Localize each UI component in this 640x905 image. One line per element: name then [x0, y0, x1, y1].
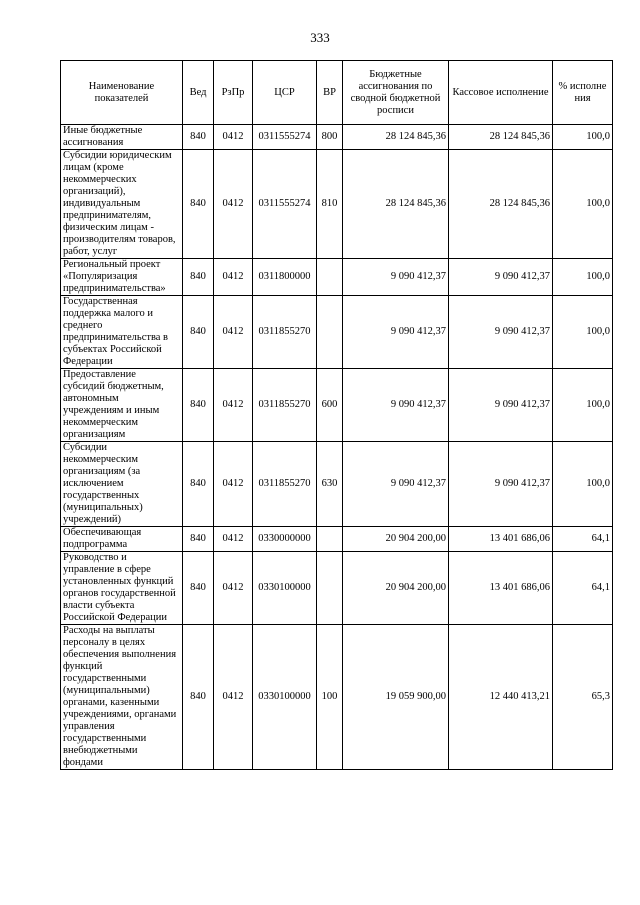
header-cash: Кассовое исполнение — [449, 61, 553, 125]
row-percent: 100,0 — [553, 296, 613, 369]
row-ved: 840 — [183, 259, 214, 296]
row-budget: 9 090 412,37 — [343, 259, 449, 296]
row-percent: 100,0 — [553, 150, 613, 259]
row-ved: 840 — [183, 625, 214, 770]
row-budget: 28 124 845,36 — [343, 125, 449, 150]
row-name: Субсидии некоммерческим организациям (за исключением государственных (муниципальных) учреждений) — [61, 442, 183, 527]
header-budget: Бюджетные ассигнования по сводной бюджетной росписи — [343, 61, 449, 125]
row-ved: 840 — [183, 442, 214, 527]
row-rzpr: 0412 — [214, 552, 253, 625]
row-budget: 28 124 845,36 — [343, 150, 449, 259]
row-percent: 100,0 — [553, 259, 613, 296]
row-csr: 0311855270 — [253, 369, 317, 442]
header-csr: ЦСР — [253, 61, 317, 125]
row-rzpr: 0412 — [214, 259, 253, 296]
table-header-row — [61, 61, 613, 125]
row-vr: 630 — [317, 442, 343, 527]
row-vr: 800 — [317, 125, 343, 150]
table-row — [61, 150, 613, 259]
row-ved: 840 — [183, 369, 214, 442]
row-rzpr: 0412 — [214, 527, 253, 552]
row-cash: 12 440 413,21 — [449, 625, 553, 770]
row-cash: 28 124 845,36 — [449, 125, 553, 150]
row-rzpr: 0412 — [214, 150, 253, 259]
row-cash: 9 090 412,37 — [449, 369, 553, 442]
row-csr: 0311855270 — [253, 442, 317, 527]
row-name: Иные бюджетные ассигнования — [61, 125, 183, 150]
row-csr: 0311555274 — [253, 150, 317, 259]
row-name: Предоставление субсидий бюджетным, автономным учреждениям и иным некоммерческим организациям — [61, 369, 183, 442]
table-row — [61, 125, 613, 150]
row-budget: 9 090 412,37 — [343, 442, 449, 527]
row-rzpr: 0412 — [214, 125, 253, 150]
row-csr: 0330100000 — [253, 552, 317, 625]
row-ved: 840 — [183, 150, 214, 259]
row-vr — [317, 259, 343, 296]
row-name: Расходы на выплаты персоналу в целях обеспечения выполнения функций государственными (муниципальными) органами, казенными учреждениями, органами управления государственными внебюджетными фондами — [61, 625, 183, 770]
budget-execution-table — [60, 60, 613, 770]
row-name: Обеспечивающая подпрограмма — [61, 527, 183, 552]
row-budget: 9 090 412,37 — [343, 369, 449, 442]
row-csr: 0311800000 — [253, 259, 317, 296]
header-vr: ВР — [317, 61, 343, 125]
row-percent: 64,1 — [553, 527, 613, 552]
header-percent: % исполне ния — [553, 61, 613, 125]
row-cash: 9 090 412,37 — [449, 259, 553, 296]
table-row — [61, 259, 613, 296]
row-ved: 840 — [183, 552, 214, 625]
row-cash: 13 401 686,06 — [449, 527, 553, 552]
header-name: Наименование показателей — [61, 61, 183, 125]
row-vr — [317, 527, 343, 552]
row-rzpr: 0412 — [214, 369, 253, 442]
row-name: Региональный проект «Популяризация предпринимательства» — [61, 259, 183, 296]
table-row — [61, 527, 613, 552]
row-percent: 64,1 — [553, 552, 613, 625]
row-ved: 840 — [183, 296, 214, 369]
header-ved: Вед — [183, 61, 214, 125]
row-csr: 0311555274 — [253, 125, 317, 150]
row-cash: 9 090 412,37 — [449, 442, 553, 527]
row-percent: 100,0 — [553, 369, 613, 442]
row-vr: 100 — [317, 625, 343, 770]
row-percent: 100,0 — [553, 125, 613, 150]
row-csr: 0330000000 — [253, 527, 317, 552]
row-rzpr: 0412 — [214, 442, 253, 527]
row-budget: 19 059 900,00 — [343, 625, 449, 770]
row-ved: 840 — [183, 527, 214, 552]
row-budget: 20 904 200,00 — [343, 552, 449, 625]
row-cash: 28 124 845,36 — [449, 150, 553, 259]
row-cash: 13 401 686,06 — [449, 552, 553, 625]
row-vr — [317, 552, 343, 625]
row-vr: 810 — [317, 150, 343, 259]
row-vr: 600 — [317, 369, 343, 442]
row-rzpr: 0412 — [214, 625, 253, 770]
row-csr: 0330100000 — [253, 625, 317, 770]
row-budget: 9 090 412,37 — [343, 296, 449, 369]
table-row — [61, 369, 613, 442]
row-csr: 0311855270 — [253, 296, 317, 369]
row-percent: 65,3 — [553, 625, 613, 770]
table-row — [61, 625, 613, 770]
table-row — [61, 442, 613, 527]
row-vr — [317, 296, 343, 369]
row-name: Руководство и управление в сфере установленных функций органов государственной власти субъекта Российской Федерации — [61, 552, 183, 625]
row-name: Государственная поддержка малого и среднего предпринимательства в субъектах Российской Федерации — [61, 296, 183, 369]
row-budget: 20 904 200,00 — [343, 527, 449, 552]
row-ved: 840 — [183, 125, 214, 150]
table-row — [61, 552, 613, 625]
page-number: 333 — [310, 30, 330, 45]
row-name: Субсидии юридическим лицам (кроме некоммерческих организаций), индивидуальным предпринимателям, физическим лицам - производителям товаров, работ, услуг — [61, 150, 183, 259]
table-row — [61, 296, 613, 369]
row-rzpr: 0412 — [214, 296, 253, 369]
row-cash: 9 090 412,37 — [449, 296, 553, 369]
row-percent: 100,0 — [553, 442, 613, 527]
header-rzpr: РзПр — [214, 61, 253, 125]
